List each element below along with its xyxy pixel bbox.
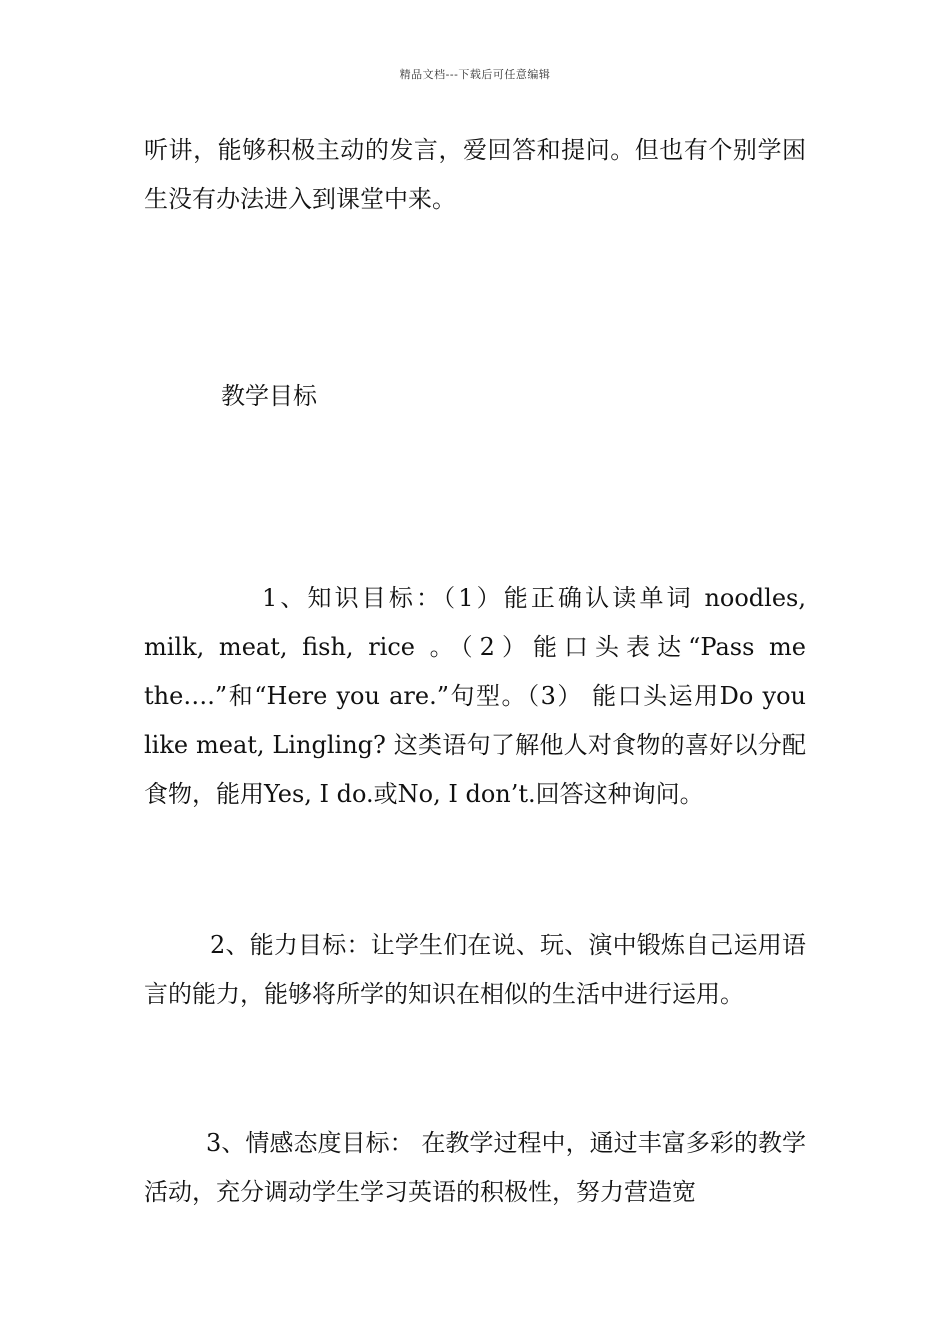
- emotion-goal-paragraph: 3、情感态度目标： 在教学过程中，通过丰富多彩的教学活动，充分调动学生学习英语的积极性，努力营造宽: [144, 1129, 806, 1206]
- ability-goal-paragraph: 2、能力目标：让学生们在说、玩、演中锻炼自己运用语言的能力，能够将所学的知识在相似的生活中进行运用。: [144, 931, 806, 1008]
- emotion-goal-block: [144, 1119, 806, 1217]
- knowledge-goal-block: [144, 574, 806, 819]
- intro-paragraph: 听讲，能够积极主动的发言，爱回答和提问。但也有个别学困生没有办法进入到课堂中来。: [144, 136, 806, 213]
- section-heading-block: [144, 372, 806, 421]
- knowledge-goal-paragraph: 1、知识目标：（1）能正确认读单词 noodles, milk, meat, fish, rice 。（2）能口头表达“Pass me the….”和“Here you are.”句型。（3） 能口头运用Do you like meat, Lingling? 这类语句了解他人对食物的喜好以分配食物，能用Yes, I do.或No, I don’t.回答这种询问。: [144, 584, 806, 808]
- intro-paragraph-block: [144, 126, 806, 224]
- ability-goal-block: [144, 921, 806, 1019]
- section-heading: 教学目标: [221, 382, 317, 410]
- running-header: 精品文档---下载后可任意编辑: [399, 68, 551, 81]
